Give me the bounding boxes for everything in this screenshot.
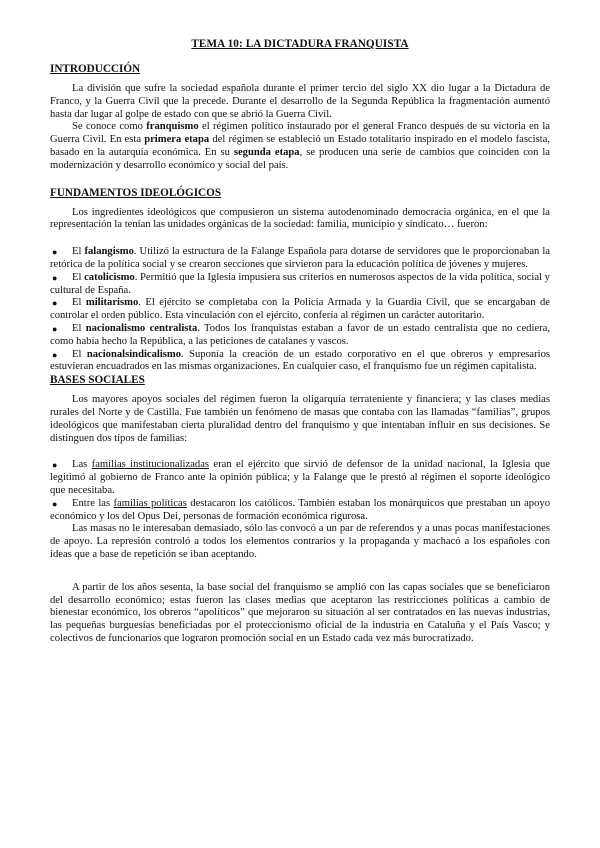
bullet-icon: ● bbox=[52, 498, 58, 509]
bullet-icon: ● bbox=[52, 460, 58, 471]
list-item-falangismo: ● El falangismo. Utilizó la estructura de la Falange Española para dotarse de servidores que le proporcionaban la retórica de la política social y se crearon secciones que sirvieron para la educación política de jóvenes y mujeres. bbox=[50, 246, 550, 270]
document-title: TEMA 10: LA DICTADURA FRANQUISTA bbox=[191, 38, 409, 50]
intro-paragraph-2: Se conoce como franquismo el régimen político instaurado por el general Franco después de su victoria en la Guerra Civil. En esta primera etapa del régimen se estableció un Estado totalitario inspirado en el modelo fascista, basado en la autarquía económica. En su segunda etapa, se producen una serie de cambios que coinciden con la modernización y desarrollo económico y social del país. bbox=[50, 121, 550, 171]
list-item-militarismo: ● El militarismo. El ejército se completaba con la Policía Armada y la Guardia Civil, que se encargaban de controlar el orden público. Esta vinculación con el ejército, confería al régimen un carácter autoritario. bbox=[50, 297, 550, 322]
heading-introduccion: INTRODUCCIÓN bbox=[50, 63, 141, 75]
fundamentos-list bbox=[50, 246, 550, 374]
fundamentos-intro-paragraph: Los ingredientes ideológicos que compusieron un sistema autodenominado democracia orgánica, en el que la representación la tenían las unidades orgánicas de la sociedad: familia, municipio y sindicato… fueron: bbox=[50, 206, 550, 231]
list-item-familias-institucionalizadas: ● Las familias institucionalizadas eran el ejército que sirvió de defensor de la unidad nacional, la Iglesia que legitimó al gobierno de Franco ante la opinión pública; y la Falange que le prestó al régimen el soporte ideológico que necesitaba. bbox=[50, 459, 550, 496]
bullet-icon: ● bbox=[52, 298, 58, 309]
bullet-icon: ● bbox=[52, 247, 58, 258]
bullet-icon: ● bbox=[52, 272, 58, 283]
bullet-icon: ● bbox=[52, 323, 58, 334]
heading-bases-sociales: BASES SOCIALES bbox=[50, 374, 145, 387]
list-item-nacionalsindicalismo: ● El nacionalsindicalismo. Suponía la creación de un estado corporativo en el que obreros y empresarios estuvieran encuadrados en las mismas organizaciones. En cualquier caso, el franquismo fue un régimen capitalista. bbox=[50, 348, 550, 373]
list-item-catolicismo: ● El catolicismo. Permitió que la Iglesia impusiera sus criterios en numerosos aspectos de la vida política, social y cultural de España. bbox=[50, 271, 550, 296]
list-item-familias-politicas: ● Entre las familias políticas destacaron los católicos. También estaban los monárquicos que prestaban un apoyo económico y los del Opus Dei, personas de formación económica rigurosa. bbox=[50, 497, 550, 522]
bases-paragraph-3: A partir de los años sesenta, la base social del franquismo se amplió con las capas sociales que se beneficiaron del desarrollo económico; estas fueron las clases medias que aceptaron las restricciones políticas a cambio de bienestar económico, los obreros “apolíticos” que mejoraron su situación al ser contratados en las nuevas industrias, las pequeñas burguesías beneficiadas por el proteccionismo oficial de la industria en Cataluña y el País Vasco; y colectivos de funcionarios que lograron promoción social en un Estado cada vez más burocratizado. bbox=[50, 581, 550, 644]
familias-list bbox=[50, 459, 550, 523]
list-item-nacionalismo: ● El nacionalismo centralista. Todos los franquistas estaban a favor de un estado centralista que no cediera, como había hecho la República, a las peticiones de catalanes y vascos. bbox=[50, 322, 550, 347]
heading-fundamentos-ideologicos: FUNDAMENTOS IDEOLÓGICOS bbox=[50, 186, 222, 199]
bases-paragraph-2: Las masas no le interesaban demasiado, sólo las convocó a un par de referendos y a unas pocas manifestaciones de apoyo. La represión controló a todos los elementos contrarios y la propaganda y machacó a los españoles con ideas que a base de repetición se iban aceptando. bbox=[50, 523, 550, 560]
bases-paragraph-1: Los mayores apoyos sociales del régimen fueron la oligarquía terrateniente y financiera; y las clases medias rurales del Norte y de Castilla. Fue también un fenómeno de masas que contaba con las llamadas “familias”, grupos ideológicos que manifestaban cierta pluralidad dentro del franquismo y que intentaban influir en sus decisiones. Se distinguen dos tipos de familias: bbox=[50, 394, 550, 444]
bullet-icon: ● bbox=[52, 349, 58, 360]
intro-paragraph-1: La división que sufre la sociedad española durante el primer tercio del siglo XX dio lugar a la Dictadura de Franco, y la Guerra Civil que la precede. Durante el desarrollo de la Segunda República la fragmentación aumentó hasta dar lugar al golpe de estado con que se abrió la Guerra Civil. bbox=[50, 83, 550, 120]
